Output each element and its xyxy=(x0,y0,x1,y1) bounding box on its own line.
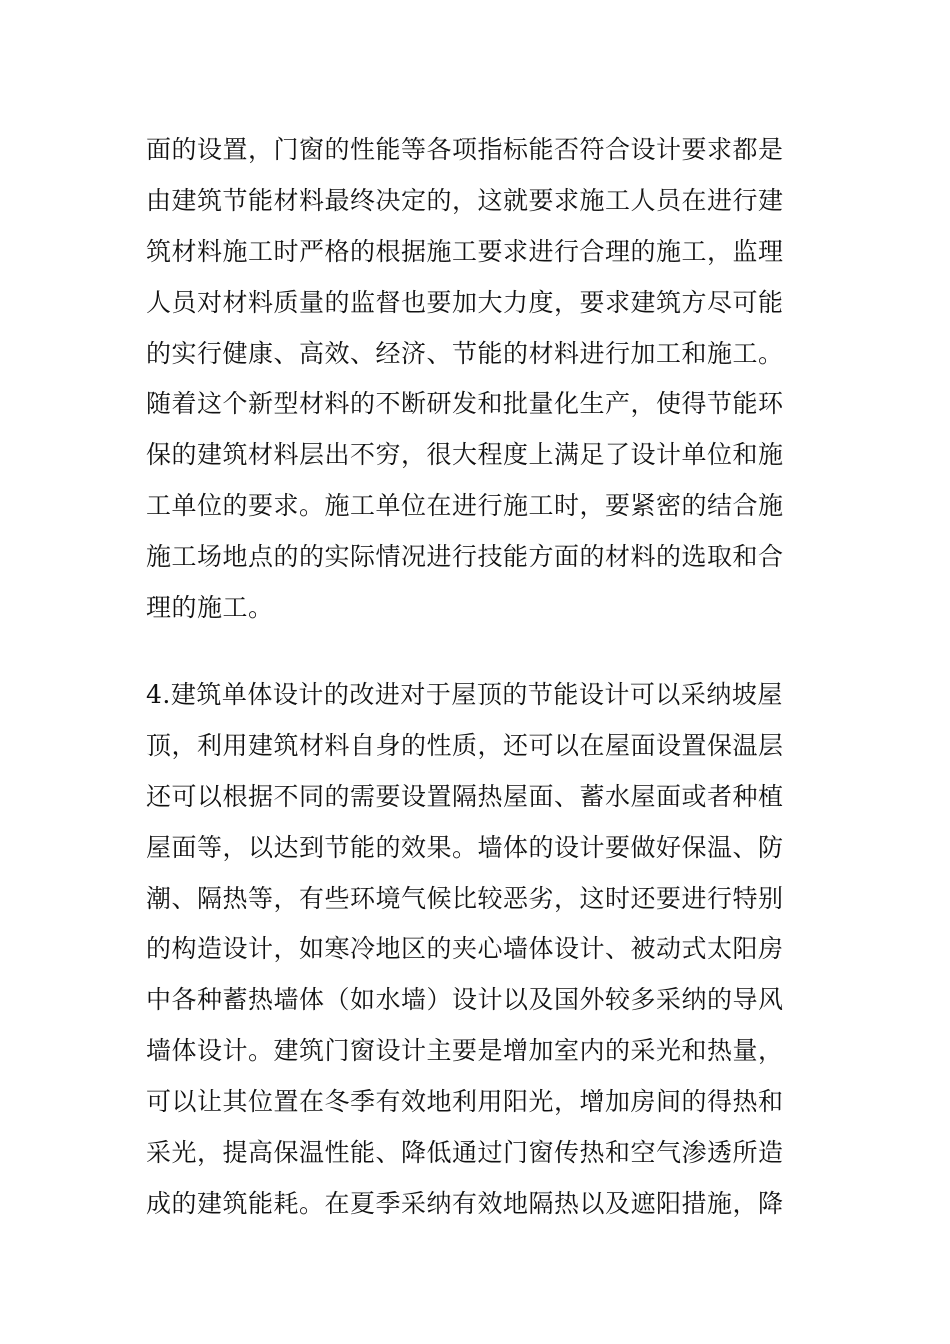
text-line: 筑材料施工时严格的根据施工要求进行合理的施工，监理 xyxy=(146,236,784,266)
text-line: 工单位的要求。施工单位在进行施工时，要紧密的结合施 xyxy=(146,491,784,521)
text-line: 还可以根据不同的需要设置隔热屋面、蓄水屋面或者种植 xyxy=(146,781,784,811)
text-line: 保的建筑材料层出不穷，很大程度上满足了设计单位和施 xyxy=(146,440,784,470)
text-line: 采光，提高保温性能、降低通过门窗传热和空气渗透所造 xyxy=(146,1138,784,1168)
paragraph-building-design xyxy=(146,670,816,1230)
text-line: 理的施工。 xyxy=(146,593,274,623)
text-line: 可以让其位置在冬季有效地利用阳光，增加房间的得热和 xyxy=(146,1087,784,1117)
text-line: 人员对材料质量的监督也要加大力度，要求建筑方尽可能 xyxy=(146,287,784,317)
paragraph-materials xyxy=(146,125,816,634)
text-line: 面的设置，门窗的性能等各项指标能否符合设计要求都是 xyxy=(146,135,784,164)
text-line: 屋面等，以达到节能的效果。墙体的设计要做好保温、防 xyxy=(146,832,784,862)
text-line: 中各种蓄热墙体（如水墙）设计以及国外较多采纳的导风 xyxy=(146,985,784,1015)
text-line: 施工场地点的的实际情况进行技能方面的材料的选取和合 xyxy=(146,542,784,572)
text-line: 4.建筑单体设计的改进对于屋顶的节能设计可以采纳坡屋 xyxy=(146,680,783,709)
text-line: 随着这个新型材料的不断研发和批量化生产，使得节能环 xyxy=(146,389,784,419)
text-line: 的构造设计，如寒冷地区的夹心墙体设计、被动式太阳房 xyxy=(146,934,784,964)
text-line: 墙体设计。建筑门窗设计主要是增加室内的采光和热量， xyxy=(146,1036,784,1066)
text-line: 潮、隔热等，有些环境气候比较恶劣，这时还要进行特别 xyxy=(146,883,784,913)
text-line: 成的建筑能耗。在夏季采纳有效地隔热以及遮阳措施，降 xyxy=(146,1188,784,1218)
text-line: 顶，利用建筑材料自身的性质，还可以在屋面设置保温层 xyxy=(146,730,784,760)
text-line: 由建筑节能材料最终决定的，这就要求施工人员在进行建 xyxy=(146,185,784,215)
text-line: 的实行健康、高效、经济、节能的材料进行加工和施工。 xyxy=(146,338,784,368)
